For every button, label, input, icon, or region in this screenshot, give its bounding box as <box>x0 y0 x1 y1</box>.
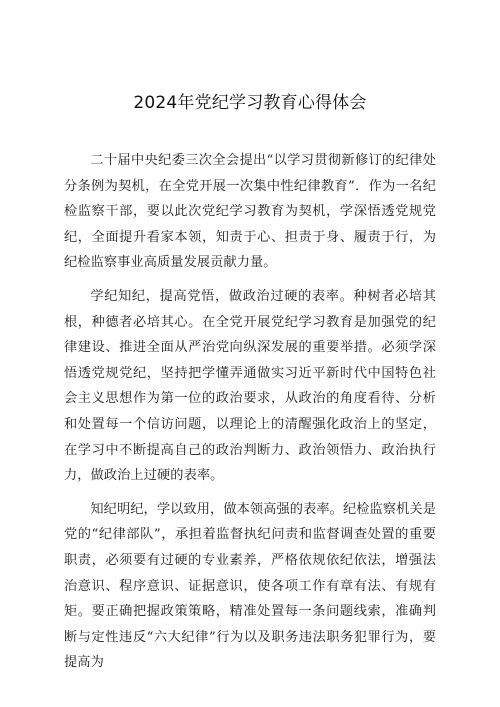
paragraph: 学纪知纪，提高党悟，做政治过硬的表率。种树者必培其根，种德者必培其心。在全党开展党纪学习教育是加强党的纪律建设、推进全面从严治党向纵深发展的重要举措。必须学深悟透党规党纪，坚持把学懂弄通做实习近平新时代中国特色社会主义思想作为第一位的政治要求，从政治的角度看待、分析和处置每一个信访问题，以理论上的清醒强化政治上的坚定，在学习中不断提高自己的政治判断力、政治领悟力、政治执行力，做政治上过硬的表率。 <box>64 288 436 484</box>
paragraph: 知纪明纪，学以致用，做本领高强的表率。纪检监察机关是党的“纪律部队”，承担着监督执纪问责和监督调查处置的重要职责，必须要有过硬的专业素养，严格依规依纪依法，增强法治意识、程序意识、证据意识，使各项工作有章有法、有规有矩。要正确把握政策策略，精准处置每一条问题线索，准确判断与定性违反“六大纪律”行为以及职务违法职务犯罪行为，要提高为 <box>64 501 436 671</box>
document-body <box>64 148 436 676</box>
paragraph: 二十届中央纪委三次全会提出“以学习贯彻新修订的纪律处分条例为契机，在全党开展一次集中性纪律教育”．作为一名纪检监察干部，要以此次党纪学习教育为契机，学深悟透党规党纪，全面提升看家本领，知责于心、担责于身、履责于行，为纪检监察事业高质量发展贡献力量。 <box>64 153 436 271</box>
document-title: 2024年党纪学习教育心得体会 <box>133 93 367 113</box>
